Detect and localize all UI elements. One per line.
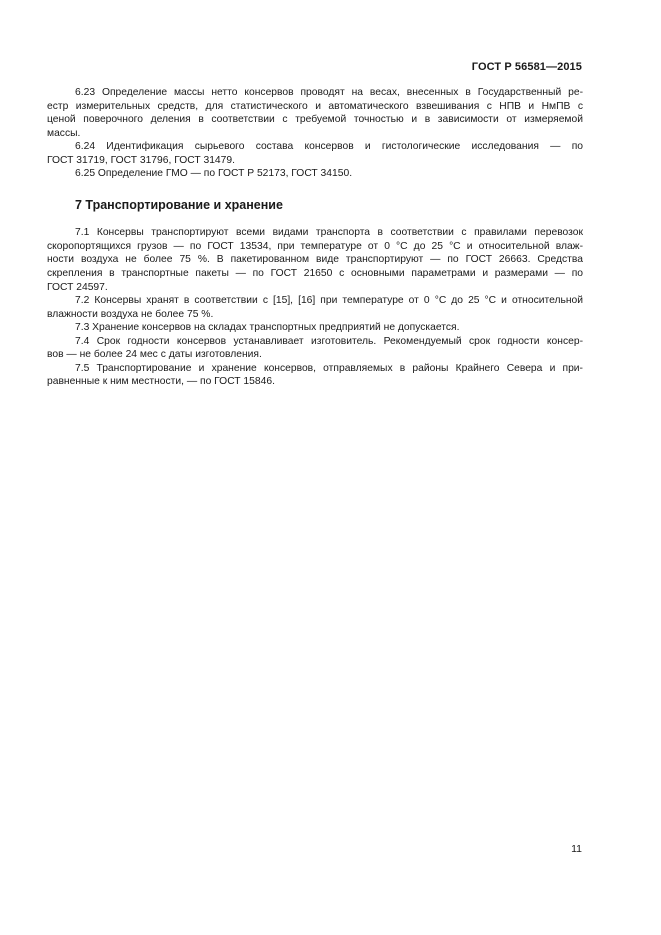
paragraph xyxy=(47,321,583,335)
page-number: 11 xyxy=(571,843,582,855)
paragraph xyxy=(47,294,583,321)
text-line: 6.23 Определение массы нетто консервов проводят на весах, внесенных в Государственный ре- xyxy=(75,87,583,98)
text-line: 7.2 Консервы хранят в соответствии с [15], [16] при температуре от 0 °С до 25 °С и относительной xyxy=(75,295,583,307)
text-line: скоропортящихся грузов — по ГОСТ 13534, при температуре от 0 °С до 25 °С и относительной влаж- xyxy=(47,240,583,252)
paragraph xyxy=(47,167,583,181)
text-line: 6.24 Идентификация сырьевого состава консервов и гистологические исследования — по xyxy=(75,141,583,153)
text-line: естр измерительных средств, для статистического и автоматического взвешивания с НПВ и НмПВ с xyxy=(47,100,583,112)
page-content xyxy=(47,86,583,389)
paragraph xyxy=(47,86,583,140)
text-line: 7.1 Консервы транспортируют всеми видами транспорта в соответствии с правилами перевозок xyxy=(75,227,583,239)
text-line: ГОСТ 31719, ГОСТ 31796, ГОСТ 31479. xyxy=(47,154,235,166)
text-line: 6.25 Определение ГМО — по ГОСТ Р 52173, ГОСТ 34150. xyxy=(75,168,353,180)
text-line: вов — не более 24 мес с даты изготовления. xyxy=(47,349,262,361)
text-line: влажности воздуха не более 75 %. xyxy=(47,308,214,320)
text-line: скрепления в транспортные пакеты — по ГОСТ 21650 с основными параметрами и размерами — по xyxy=(47,268,583,280)
paragraph xyxy=(47,140,583,167)
text-line: 7.3 Хранение консервов на складах транспортных предприятий не допускается. xyxy=(75,322,460,334)
text-line: равненные к ним местности, — по ГОСТ 15846. xyxy=(47,376,275,388)
paragraph xyxy=(47,335,583,362)
paragraph xyxy=(47,362,583,389)
section-7-paragraphs xyxy=(47,226,583,389)
text-line: ности воздуха не более 75 %. В пакетированном виде транспортируют — по ГОСТ 26663. Средства xyxy=(47,254,583,266)
text-line: ГОСТ 24597. xyxy=(47,281,108,293)
text-line: массы. xyxy=(47,127,81,139)
paragraph xyxy=(47,226,583,294)
text-line: 7.5 Транспортирование и хранение консервов, отправляемых в районы Крайнего Севера и при- xyxy=(75,362,583,374)
section-7-title: 7 Транспортирование и хранение xyxy=(75,197,283,212)
document-id: ГОСТ Р 56581—2015 xyxy=(471,61,582,73)
text-line: 7.4 Срок годности консервов устанавливает изготовитель. Рекомендуемый срок годности консер- xyxy=(75,335,583,347)
text-line: ценой поверочного деления в соответствии с требуемой точностью и в зависимости от измеряемой xyxy=(47,114,583,126)
section-6-paragraphs xyxy=(47,86,583,181)
